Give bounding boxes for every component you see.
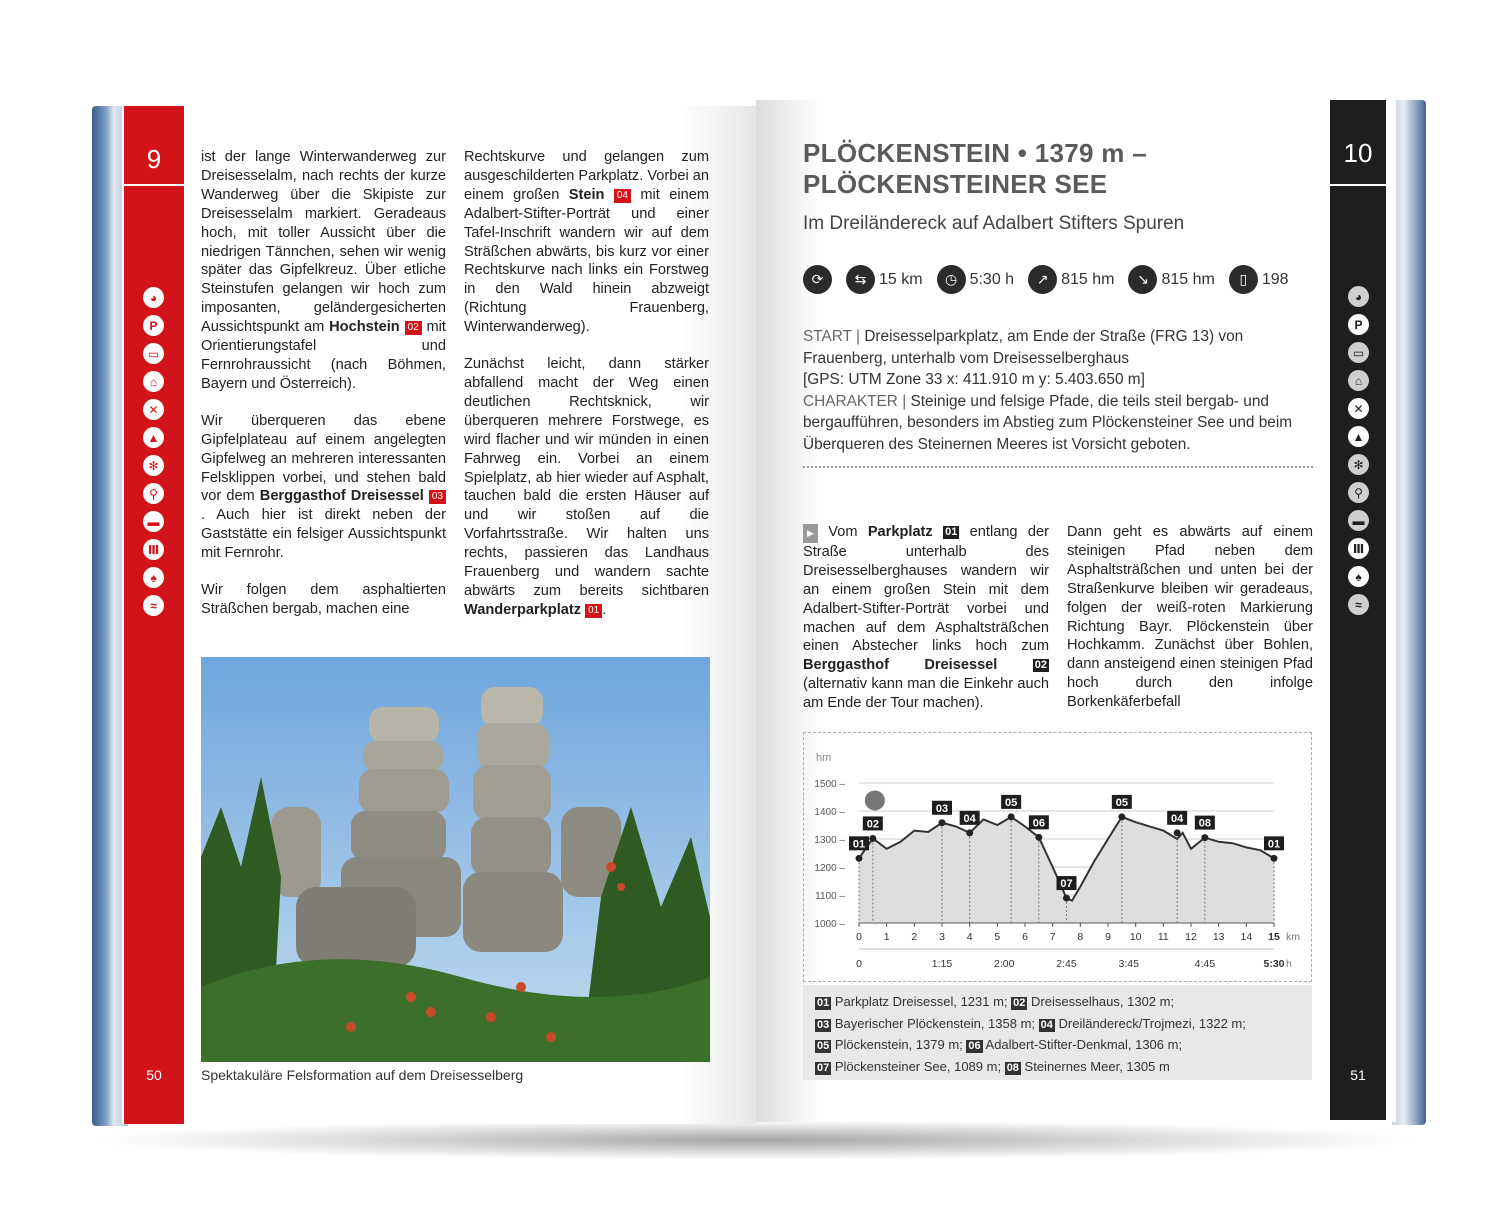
page-number: 50 [146,1067,162,1083]
bike-icon: ⚲ [1348,482,1369,503]
time-tick-label: 2:45 [1056,958,1077,970]
start-label: START | [803,328,865,345]
time-tick-label: 1:15 [931,958,953,970]
waypoint-label: 07 [1060,878,1073,891]
tour-title [803,138,1147,200]
parking-icon: P [1348,314,1369,335]
snowflake-icon: ✻ [143,455,164,476]
x-tick-label: 10 [1129,931,1142,943]
route-text: Vom [828,524,868,540]
time-tick-label: 2:00 [994,958,1015,970]
character-text: Steinige und felsige Pfade, die teils steil bergab- und bergaufführen, besonders im Abstieg zum Plöckensteiner See und beim Überqueren des Steinernen Meeres ist Vorsicht geboten. [803,392,1293,453]
waypoint-dot [1035,834,1042,841]
paragraph-text: mit Orientierungstafel und Fernrohraussicht (nach Böhmen, Bayern und Österreich). [201,319,446,392]
x-tick-label: 4 [966,931,973,943]
elevation-chart [804,733,1311,981]
elevation-chart-frame [803,732,1312,982]
legend-key: 07 [817,1061,830,1074]
signpost-icon: ⇆ [846,265,875,294]
waypoint-label: 06 [1032,817,1045,830]
legend-value: Steinernes Meer, 1305 m [1020,1058,1170,1074]
route-text-column-1 [803,523,1049,713]
waypoint-tag: 02 [1034,659,1047,672]
x-tick-label: 8 [1077,931,1084,943]
waypoint-label: 01 [1267,838,1281,851]
legend-value: Plöckenstein, 1379 m; [831,1037,967,1052]
x-tick-label: 13 [1212,931,1225,943]
round-trip-icon: ⟳ [803,265,832,294]
time-tick-label: 5:30 [1263,958,1285,970]
time-tick-label: 3:45 [1118,958,1139,970]
paragraph [201,412,446,563]
paragraph [201,148,446,394]
x-tick-label: 2 [911,931,918,943]
hut-icon: ▲ [143,427,164,448]
waypoint-tag: 03 [429,490,446,504]
bed-icon: ▬ [143,511,164,532]
museum-icon: Ⅲ [1348,538,1369,559]
waypoint-dot [1271,855,1278,862]
icon-strip [143,287,164,616]
x-tick-label: 9 [1105,931,1111,943]
bike-icon: ⚲ [143,483,164,504]
legend-key: 04 [1040,1018,1053,1031]
swim-icon: ≈ [1348,594,1369,615]
y-tick-label: 1100 – [815,891,845,902]
route-text: entlang der Straße unterhalb des Dreisesselberghauses wandern wir an einem großen Stein mit dem Adalbert-Stifter-Porträt vorbei und machen auf dem Asphaltsträßchen einen Abstecher links hoch zum [803,524,1049,655]
chapter-number: 9 [146,144,162,174]
title-line-2: PLÖCKENSTEINER SEE [803,169,1108,199]
paragraph-text: Wir folgen dem asphaltierten Sträßchen bergab, machen eine [201,582,446,617]
waypoint-label: 04 [1171,812,1184,825]
hut-icon: ▲ [1348,426,1369,447]
ascent-value: 815 hm [1061,270,1115,288]
x-tick-label: 6 [1022,931,1028,943]
bus-icon: ▭ [1348,342,1369,363]
tour-info [803,326,1313,455]
x-tick-label: 14 [1240,931,1253,943]
route-text: (alternativ kann man die Einkehr auch am Ende der Tour machen). [803,676,1049,712]
waypoint-tag: 02 [405,321,422,335]
bus-icon: ▭ [143,343,164,364]
clock-icon: ◷ [937,265,966,294]
character-label: CHARAKTER | [803,392,911,410]
waypoint-tag: 04 [614,189,631,203]
waypoint-dot [856,855,863,862]
bed-icon: ▬ [1348,510,1369,531]
waypoint-tag: 01 [945,526,958,538]
waypoint-dot [1008,813,1015,820]
waypoint-dot [939,819,946,826]
book-edge-right [1392,100,1426,1125]
rock-formation-photo [201,657,710,1062]
x-tick-label: 11 [1157,931,1169,943]
paragraph-text: mit einem Adalbert-Stifter-Porträt und einer Tafel-Inschrift wandern wir auf dem Sträßchen abwärts, bis kurz vor einer Rechtskurve nach links ein Forstweg in den Wald hinein abzweigt (Richtung Frauenberg, Winterwanderweg). [464,186,709,336]
waypoint-label: 04 [963,812,976,825]
legend-key: 05 [817,1040,830,1052]
legend-value: Plöckensteiner See, 1089 m; [831,1058,1005,1074]
gps-text: [GPS: UTM Zone 33 x: 411.910 m y: 5.403.650 m] [803,371,1145,388]
x-tick-label: 1 [883,931,890,943]
paragraph-text: Wir überqueren das ebene Gipfelplateau auf einem angelegten Gipfelweg an mehreren interessanten Felsklippen vorbei, und stehen bald vor dem [201,412,446,505]
paragraph-text: . Auch hier ist direkt neben der Gaststätte ein felsiger Aussichtspunkt mit Fernrohr. [201,507,446,562]
duration-value: 5:30 h [969,270,1015,288]
paragraph [464,148,709,337]
waypoint-legend [803,985,1312,1080]
legend-row [815,1056,1300,1078]
snowflake-icon: ✻ [1348,454,1369,475]
start-text: Dreisesselparkplatz, am Ende der Straße (FRG 13) von Frauenberg, unterhalb vom Dreisesselberghaus [803,328,1244,367]
legend-row [815,1013,1300,1035]
tree-icon: ♠ [1348,566,1369,587]
waypoint-label: 05 [1115,796,1128,809]
waypoint-dot [966,829,973,836]
swim-icon: ≈ [143,595,164,616]
waypoint-dot [1174,829,1181,836]
tour-subtitle: Im Dreiländereck auf Adalbert Stifters Spuren [803,213,1185,234]
museum-icon: Ⅲ [143,539,164,560]
x-axis-label: km [1286,931,1300,943]
waypoint-dot [1063,895,1070,902]
map-icon: ▯ [1229,265,1258,294]
legend-value: Dreisesselhaus, 1302 m; [1027,994,1175,1009]
route-text-column-2: Dann geht es abwärts auf einem steinigen Pfad neben dem Asphaltsträßchen und unten bei der Straßenkurve bleiben wir geradeaus, folgen der weiß-roten Markierung Richtung Bayr. Plöckenstein über Hochkamm. Zunächst über Bohlen, dann ansteigend einen steinigen Pfad hoch durch den infolge Borkenkäferbefall [1067,524,1313,711]
legend-key: 02 [1013,997,1026,1009]
y-tick-label: 1000 – [814,919,845,930]
paragraph-text: . [602,601,607,618]
time-tick-label: 0 [856,958,862,970]
waypoint-tag: 01 [585,604,602,618]
legend-key: 06 [968,1040,981,1052]
tree-icon: ♠ [143,567,164,588]
y-tick-label: 1300 – [814,835,845,846]
chapter-divider [124,184,184,186]
legend-key: 08 [1006,1061,1019,1074]
route-bold: Berggasthof Dreisessel [803,657,998,674]
descent-value: 815 hm [1161,270,1215,288]
x-tick-label: 3 [939,931,945,943]
legend-row [815,991,1300,1013]
parking-icon: P [143,315,164,336]
x-tick-label: 5 [994,931,1001,943]
bear-icon: ◕ [1348,286,1369,307]
time-tick-label: 4:45 [1194,958,1216,970]
paragraph-text: Rechtskurve und gelangen zum ausgeschilderten Parkplatz. Vorbei an einem großen [464,149,710,203]
route-bold: Parkplatz [867,524,933,540]
waypoint-dot [869,835,876,842]
waypoint-label: 02 [866,818,879,831]
paragraph-text: ist der lange Winterwanderweg zur Dreisesselalm, nach rechts der kurze Wanderweg über die Skipiste zur Dreisesselalm markiert. Geradeaus hoch, mit toller Aussicht über die niedrigen Tännchen, sehen wir wenig später das Gipfelkreuz. Über etliche Steinstufen gelangen wir hoch zum imposanten, geländergesicherten Aussichtspunkt am [201,149,446,336]
chapter-bar-right [1330,100,1386,1120]
legend-value: Parkplatz Dreisessel, 1231 m; [831,994,1012,1009]
paragraph-text: Zunächst leicht, dann stärker abfallend macht der Weg einen deutlichen Rechtsknick, wir überqueren mehrere Forstwege, es wird flacher und wir münden in einen Fahrweg ein. Vorbei an einem Spielplatz, ab hier wieder auf Asphalt, tauchen bald die ersten Häuser auf und wir stoßen auf die Vorfahrtsstraße. Wir halten uns rechts, passieren das Landhaus Frauenberg und wandern sachte abwärts zum bereits sichtbaren [464,356,709,599]
legend-row [815,1034,1300,1056]
x-tick-label: 15 [1268,931,1280,943]
legend-key: 01 [817,997,830,1009]
waypoint-label: 01 [852,838,866,851]
waypoint-label: 05 [1005,796,1018,809]
y-tick-label: 1400 – [814,807,845,818]
bear-icon: ◕ [143,287,164,308]
y-tick-label: 1200 – [814,863,845,874]
page-number: 51 [1350,1067,1366,1083]
place-name: Hochstein [329,319,400,336]
map-value: 198 [1261,270,1289,288]
waypoint-dot [1118,813,1125,820]
distance-value: 15 km [879,270,923,288]
play-icon: ▶ [803,524,818,543]
book-shadow [90,1120,1420,1160]
waypoint-label: 08 [1198,817,1211,830]
legend-value: Dreiländereck/Trojmezi, 1322 m; [1054,1015,1246,1031]
place-name: Berggasthof Dreisessel [259,488,424,505]
time-axis-label: h [1286,958,1292,970]
chapter-divider [1330,184,1386,186]
cable-car-icon: ⌂ [143,371,164,392]
restaurant-icon: ✕ [143,399,164,420]
legend-value: Bayerischer Plöckenstein, 1358 m; [831,1015,1039,1031]
waypoint-label: 03 [935,802,949,815]
legend-key: 03 [817,1018,830,1031]
x-tick-label: 0 [856,931,862,943]
title-line-1: PLÖCKENSTEIN • 1379 m – [803,138,1147,168]
cable-car-icon: ⌂ [1348,370,1369,391]
paragraph [464,355,709,620]
dotted-divider [803,466,1313,468]
tour-stats [803,265,1289,294]
paragraph [201,581,446,619]
restaurant-icon [865,790,885,810]
y-axis-label: hm [816,752,832,764]
icon-strip [1348,286,1369,615]
x-tick-label: 12 [1185,931,1197,943]
photo-caption: Spektakuläre Felsformation auf dem Dreisesselberg [201,1067,524,1083]
text-column-2 [464,148,709,638]
restaurant-icon: ✕ [1348,398,1369,419]
text-column-1 [201,148,446,637]
place-name: Stein [568,186,605,203]
place-name: Wanderparkplatz [464,601,582,618]
descent-icon: ↘ [1128,265,1157,294]
x-tick-label: 7 [1049,931,1056,943]
y-tick-label: 1500 – [814,779,845,790]
ascent-icon: ↗ [1028,265,1057,294]
legend-value: Adalbert-Stifter-Denkmal, 1306 m; [982,1037,1183,1052]
chapter-number: 10 [1343,138,1373,168]
waypoint-dot [1201,834,1208,841]
chapter-bar-left [124,106,184,1124]
